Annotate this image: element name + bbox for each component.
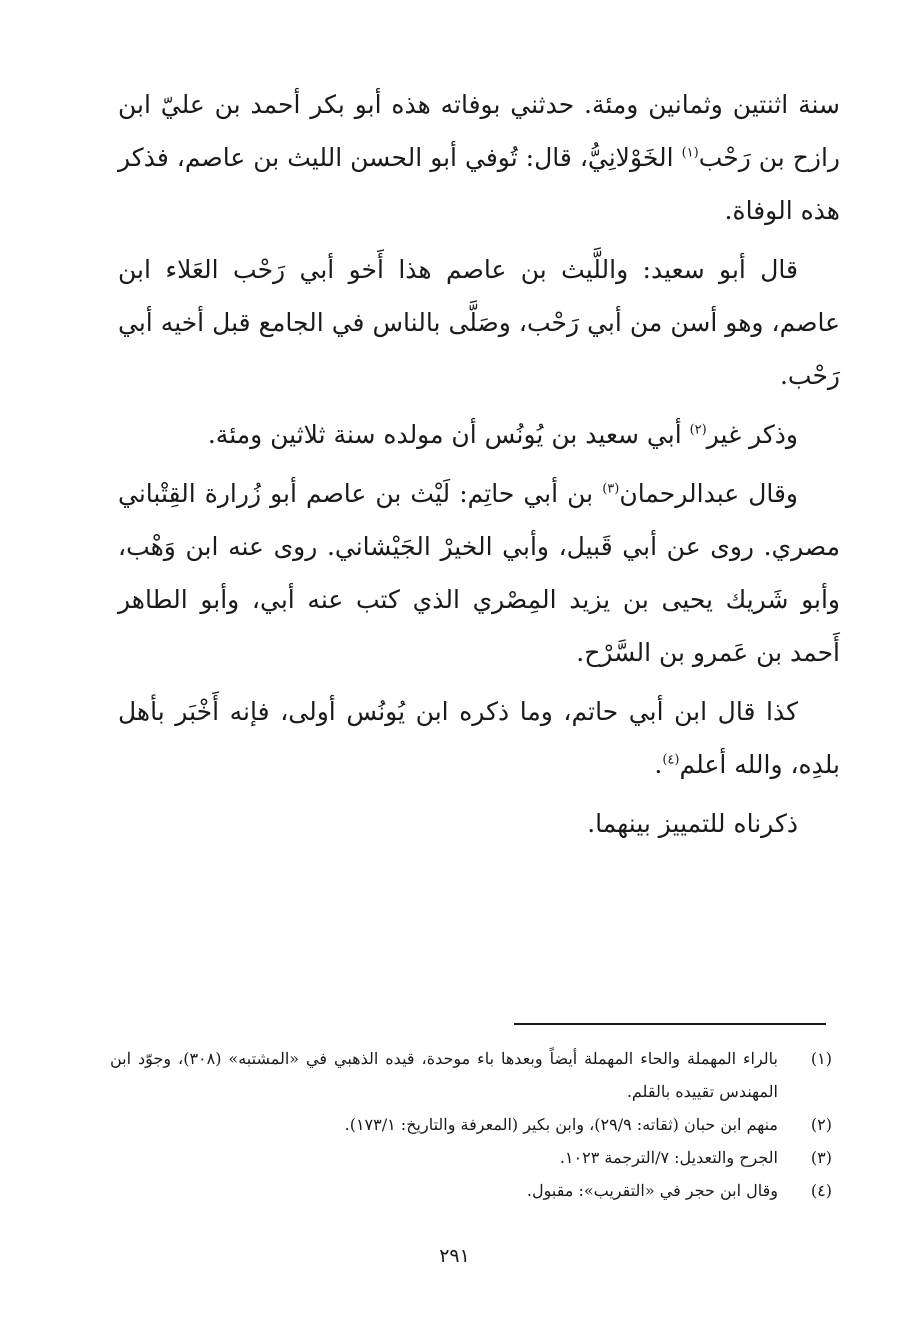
paragraph-4-text-b: بن أبي حاتِم: لَيْث بن عاصم أبو زُرارة القِتْباني مصري. روى عن أبي قَبيل، وأبي الخيرْ الجَيْشاني. روى عنه ابن وَهْب، وأبو شَريك يحيى بن يزيد المِصْري الذي كتب عنه أبي، وأبو الطاهر أَحمد بن عَمرو بن السَّرْح. bbox=[118, 479, 840, 667]
footnote-number: (٣) bbox=[810, 1148, 832, 1167]
paragraph-3 bbox=[118, 408, 840, 461]
footnote-number: (٤) bbox=[810, 1181, 832, 1200]
paragraph-6 bbox=[118, 797, 840, 850]
footnote-number: (٢) bbox=[810, 1115, 832, 1134]
footnotes bbox=[110, 1042, 832, 1207]
footnote-4 bbox=[110, 1174, 832, 1207]
footnote-ref-3: (٣) bbox=[602, 481, 620, 497]
footnote-text: وقال ابن حجر في «التقريب»: مقبول. bbox=[526, 1181, 778, 1200]
main-text bbox=[118, 78, 840, 856]
paragraph-2 bbox=[118, 243, 840, 402]
paragraph-3-text-b: أبي سعيد بن يُونُس أن مولده سنة ثلاثين ومئة. bbox=[207, 420, 690, 449]
paragraph-6-text: ذكرناه للتمييز بينهما. bbox=[587, 809, 798, 838]
page-number: ٢٩١ bbox=[439, 1245, 470, 1267]
paragraph-5-text-a: كذا قال ابن أبي حاتم، وما ذكره ابن يُونُس أولى، فإنه أَخْبَر بأهل بلدِه، والله أعلم bbox=[118, 697, 840, 779]
paragraph-4-text-a: وقال عبدالرحمان bbox=[619, 479, 799, 508]
paragraph-1-text-a: سنة اثنتين وثمانين ومئة. حدثني بوفاته هذه أبو بكر أحمد بن عليّ ابن رازح بن رَحْب bbox=[118, 90, 840, 172]
footnote-ref-1: (١) bbox=[681, 145, 699, 161]
footnote-ref-4: (٤) bbox=[662, 752, 680, 768]
footnote-text: الجرح والتعديل: ٧/الترجمة ١٠٢٣. bbox=[559, 1148, 778, 1167]
paragraph-4 bbox=[118, 467, 840, 679]
footnote-ref-2: (٢) bbox=[689, 422, 707, 438]
paragraph-2-text: قال أبو سعيد: واللَّيث بن عاصم هذا أَخو أبي رَحْب العَلاء ابن عاصم، وهو أسن من أبي رَحْب، وصَلَّى بالناس في الجامع قبل أخيه أبي رَحْب. bbox=[118, 255, 840, 390]
footnote-number: (١) bbox=[810, 1049, 832, 1068]
paragraph-5-text-b: . bbox=[654, 750, 663, 779]
paragraph-5 bbox=[118, 685, 840, 791]
paragraph-1-text-b: الخَوْلانِيُّ، قال: تُوفي أبو الحسن الليث بن عاصم، فذكر هذه الوفاة. bbox=[118, 143, 840, 225]
footnote-text: منهم ابن حبان (ثقاته: ٢٩/٩)، وابن بكير (المعرفة والتاريخ: ١٧٣/١). bbox=[344, 1115, 778, 1134]
footnote-3 bbox=[110, 1141, 832, 1174]
paragraph-1 bbox=[118, 78, 840, 237]
footnote-2 bbox=[110, 1108, 832, 1141]
paragraph-3-text-a: وذكر غير bbox=[706, 420, 798, 449]
footnote-text: بالراء المهملة والحاء المهملة أيضاً وبعدها باء موحدة، قيده الذهبي في «المشتبه» (٣٠٨)، وجوّد ابن المهندس تقييده بالقلم. bbox=[110, 1049, 778, 1101]
footnote-1 bbox=[110, 1042, 832, 1108]
footnote-separator bbox=[514, 1023, 826, 1025]
